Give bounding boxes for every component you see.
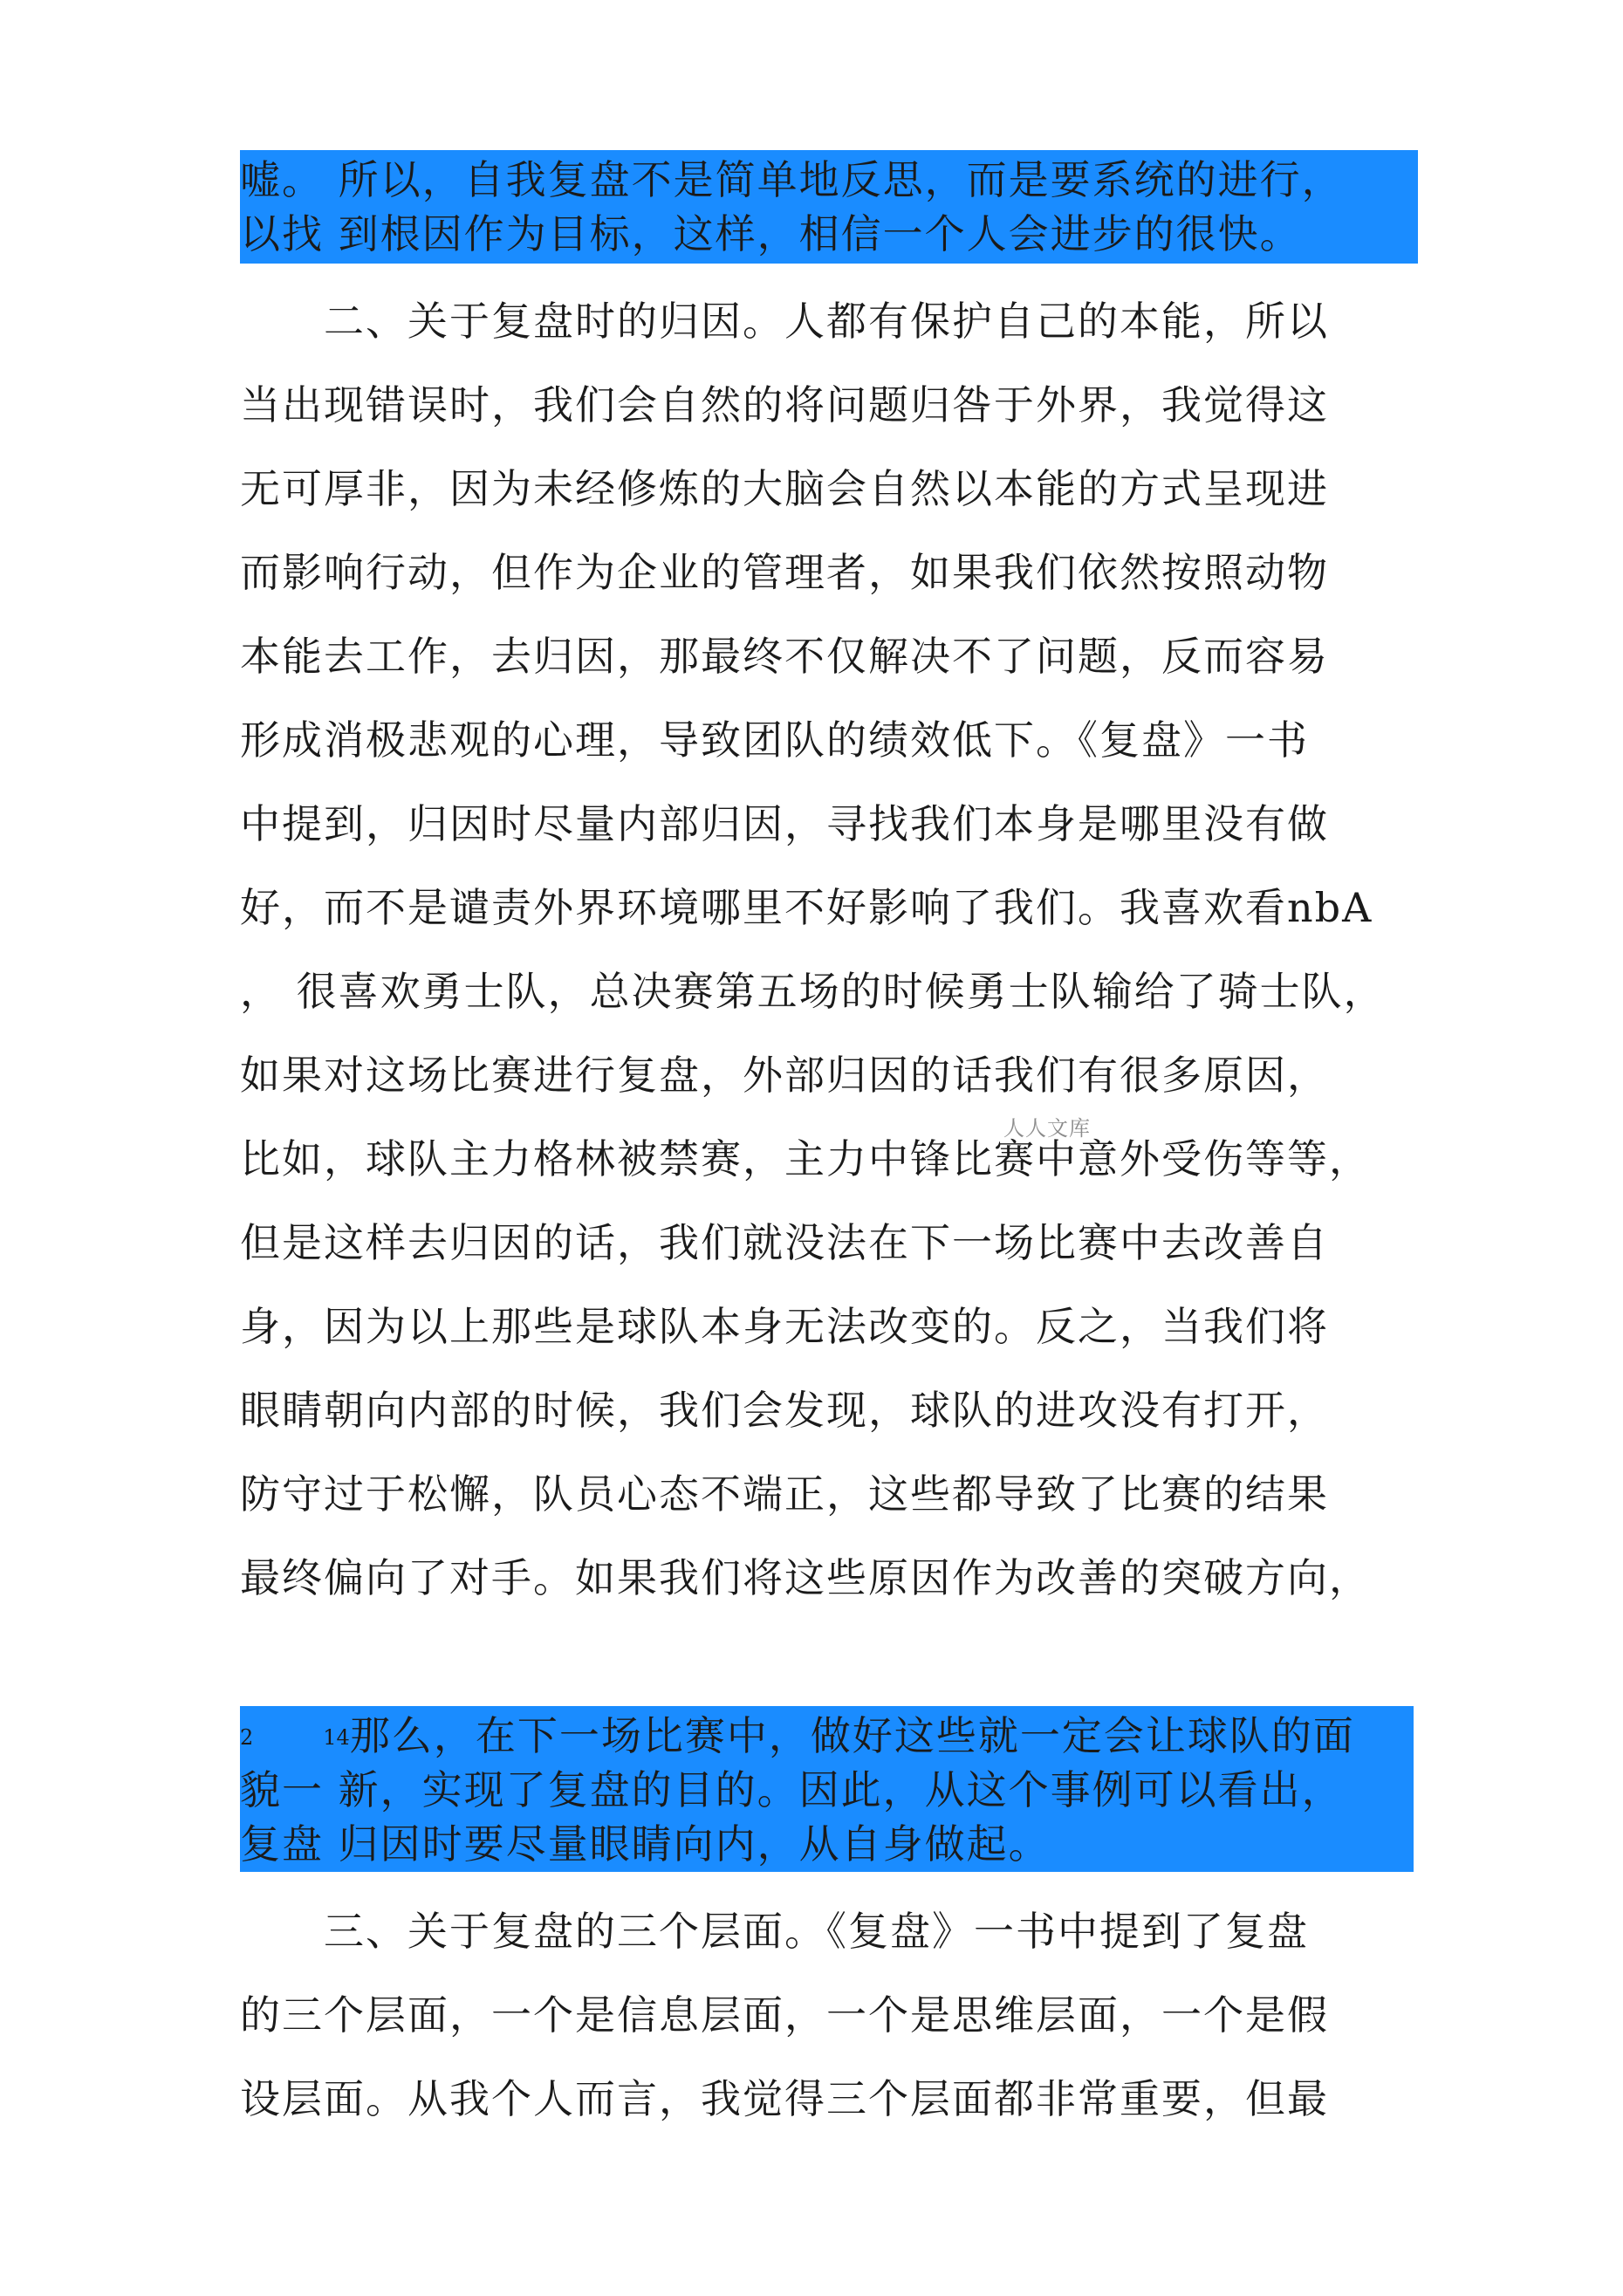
text-line: 本能去工作，去归因，那最终不仅解决不了问题，反而容易 — [240, 633, 1329, 680]
text-line-content: 那么，在下一场比赛中，做好这些就一定会让球队的面 — [349, 1712, 1355, 1759]
text-line: 的三个层面，一个是信息层面，一个是思维层面，一个是假 — [240, 1991, 1329, 2039]
text-line: 设层面。从我个人而言，我觉得三个层面都非常重要，但最 — [240, 2075, 1329, 2122]
text-line: 而影响行动，但作为企业的管理者，如果我们依然按照动物 — [240, 549, 1329, 596]
text-line: 比如，球队主力格林被禁赛，主力中锋比赛中意外受伤等等， — [240, 1135, 1371, 1182]
text-line: 如果对这场比赛进行复盘，外部归因的话我们有很多原因， — [240, 1052, 1329, 1099]
page-number: 2 — [240, 1725, 254, 1750]
highlighted-paragraph-mid — [240, 1706, 1414, 1872]
text-line: 好，而不是谴责外界环境哪里不好影响了我们。我喜欢看nbA — [240, 884, 1373, 931]
text-line: 身，因为以上那些是球队本身无法改变的。反之，当我们将 — [240, 1303, 1329, 1350]
text-line: 中提到，归因时尽量内部归因，寻找我们本身是哪里没有做 — [240, 800, 1329, 847]
text-line: 复盘 归因时要尽量眼睛向内，从自身做起。 — [240, 1820, 1051, 1868]
page-number: 14 — [323, 1725, 350, 1750]
text-line: 嘘。 所以，自我复盘不是简单地反思，而是要系统的进行， — [240, 156, 1344, 203]
highlighted-paragraph-top — [240, 150, 1418, 264]
text-line — [240, 1709, 1414, 1763]
text-line: ， 很喜欢勇士队，总决赛第五场的时候勇士队输给了骑士队， — [240, 968, 1386, 1015]
paragraph-three-levels — [240, 1889, 1418, 2141]
text-line: 二、关于复盘时的归因。人都有保护自己的本能，所以 — [240, 298, 1329, 345]
text-line: 最终偏向了对手。如果我们将这些原因作为改善的突破方向， — [240, 1554, 1371, 1601]
text-line: 眼睛朝向内部的时候，我们会发现，球队的进攻没有打开， — [240, 1387, 1329, 1434]
text-line: 当出现错误时，我们会自然的将问题归咎于外界，我觉得这 — [240, 381, 1329, 428]
text-line: 貌一 新，实现了复盘的目的。因此，从这个事例可以看出， — [240, 1766, 1344, 1813]
watermark: 人人文库 — [1003, 1116, 1091, 1141]
text-line: 以找 到根因作为目标，这样，相信一个人会进步的很快。 — [240, 210, 1302, 257]
text-line: 但是这样去归因的话，我们就没法在下一场比赛中去改善自 — [240, 1219, 1329, 1266]
text-line: 防守过于松懈，队员心态不端正，这些都导致了比赛的结果 — [240, 1470, 1329, 1518]
text-line: 三、关于复盘的三个层面。《复盘》一书中提到了复盘 — [240, 1908, 1309, 1955]
paragraph-attribution — [240, 279, 1418, 1620]
text-line: 形成消极悲观的心理，导致团队的绩效低下。《复盘》一书 — [240, 716, 1309, 764]
text-line: 无可厚非，因为未经修炼的大脑会自然以本能的方式呈现进 — [240, 465, 1329, 512]
